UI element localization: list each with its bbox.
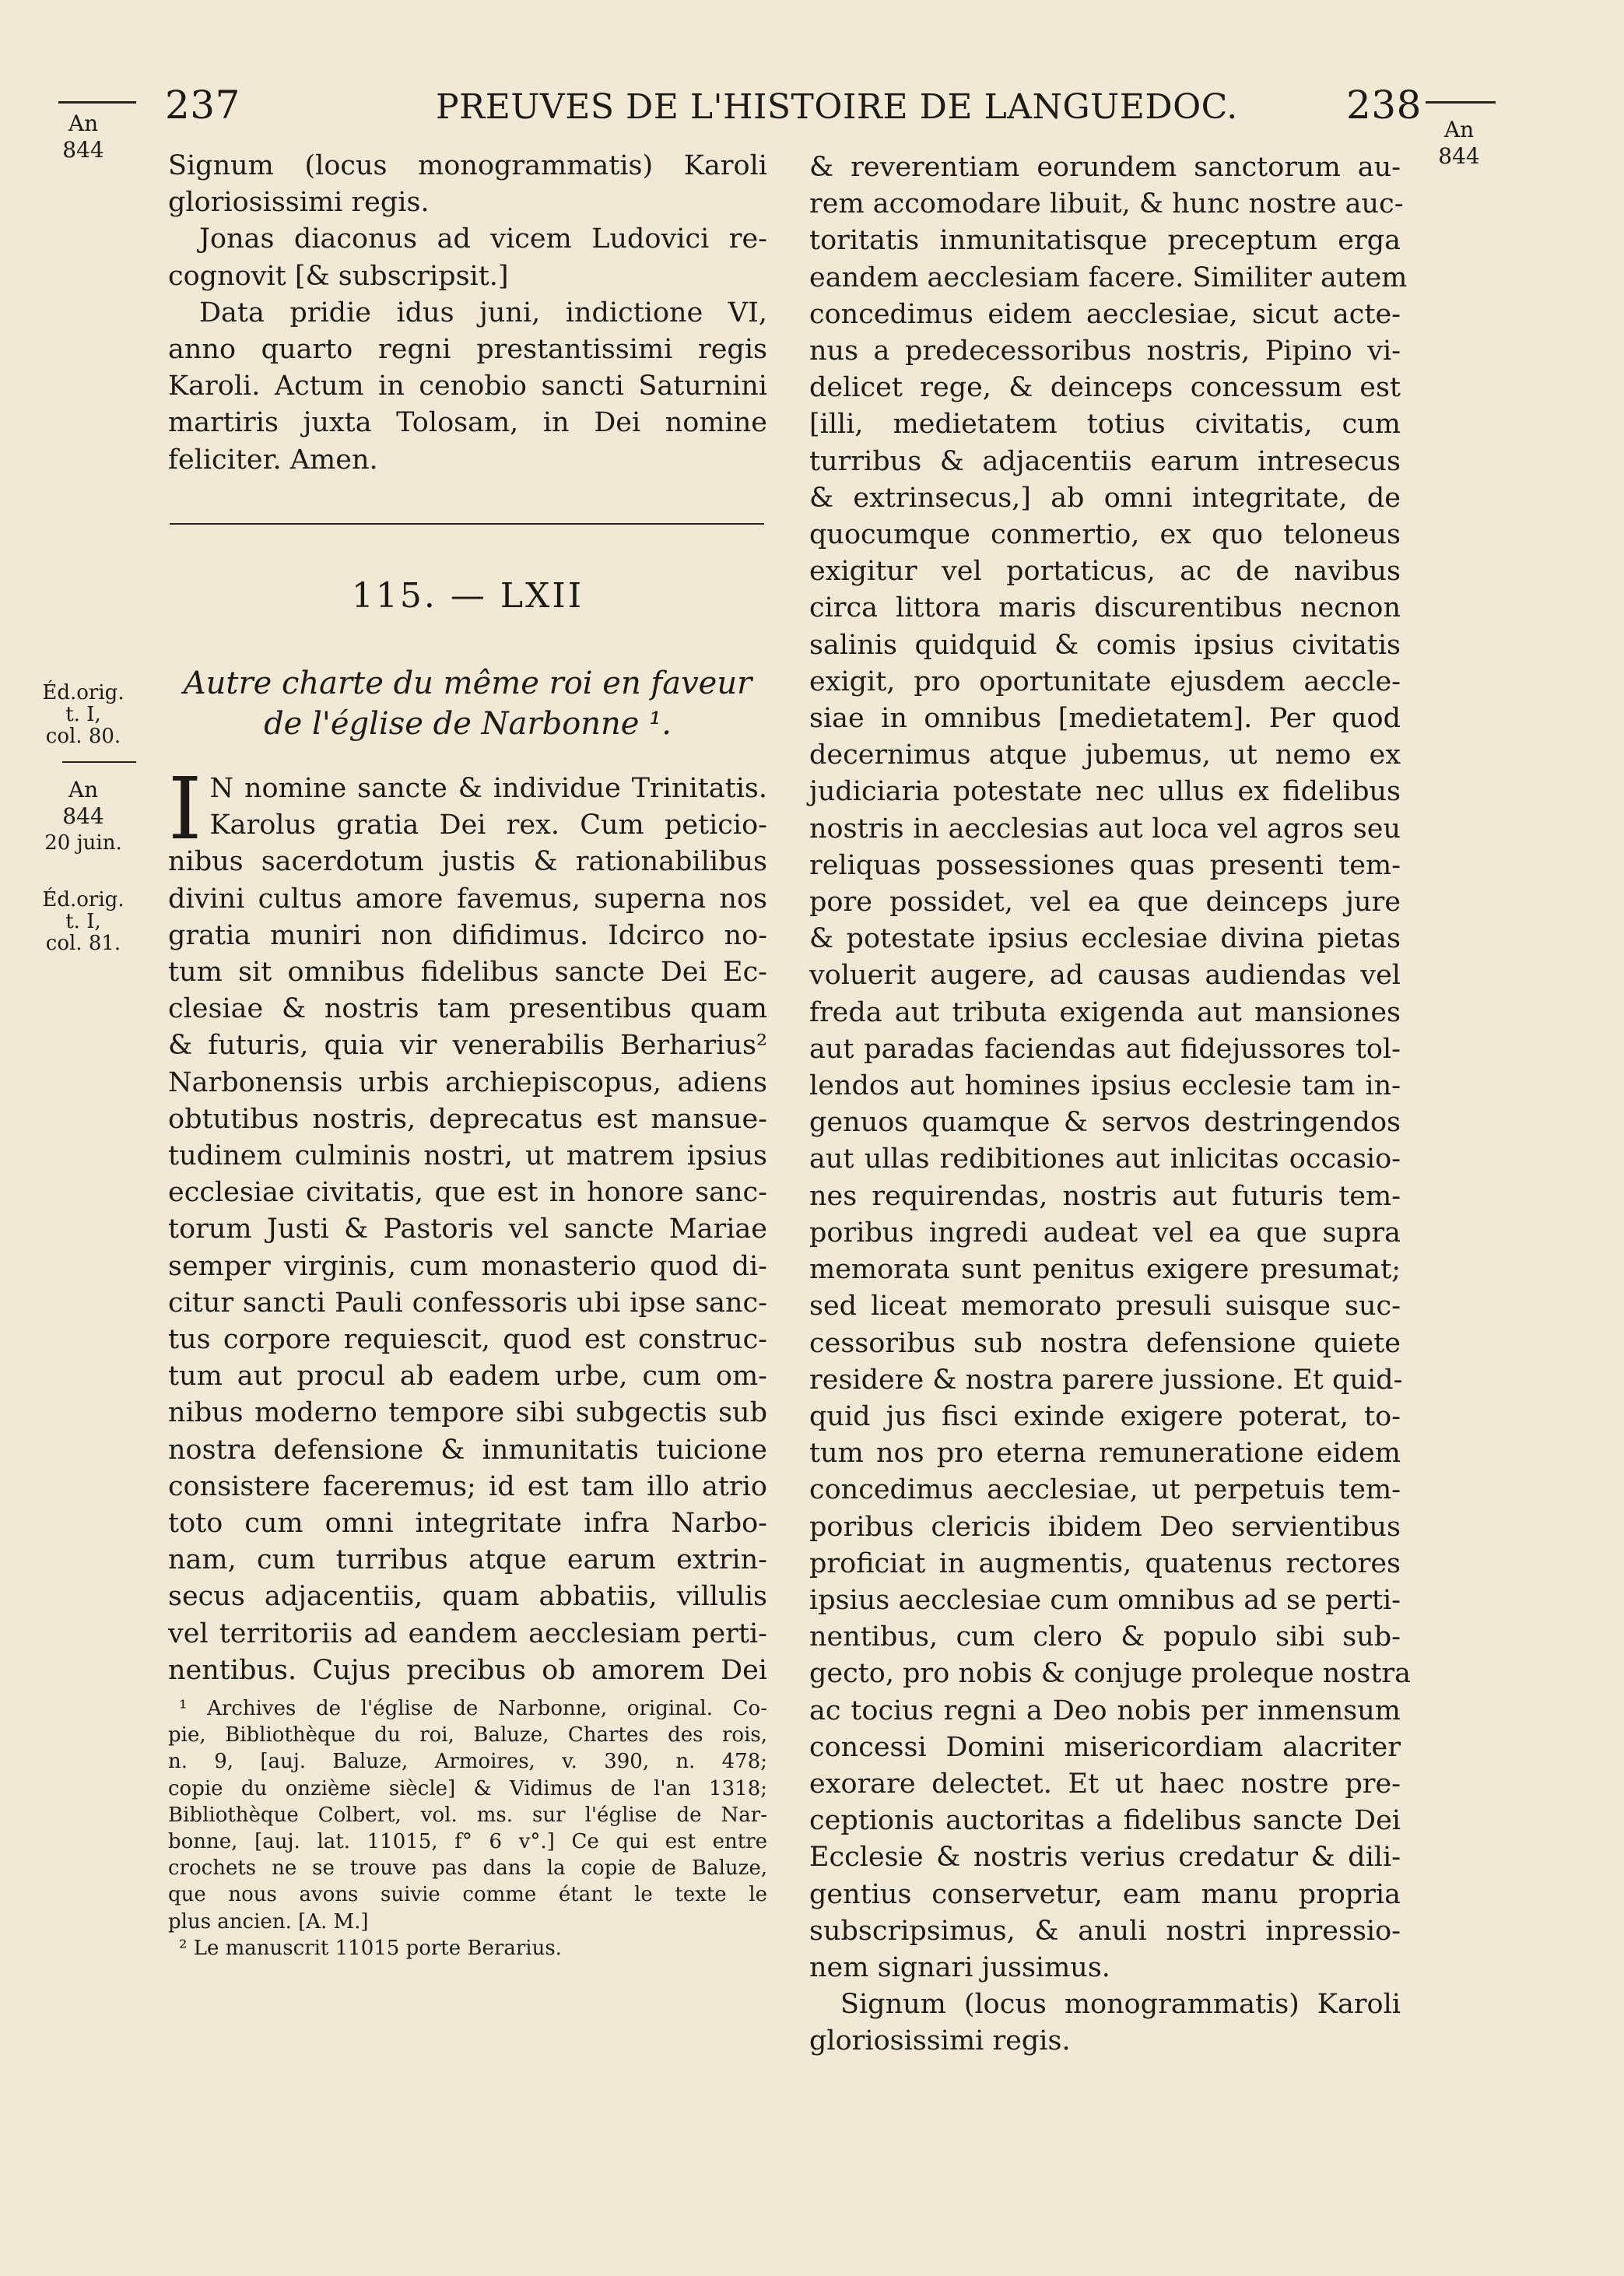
- text-line: eandem aecclesiam facere. Similiter autem: [809, 262, 1408, 293]
- text-line: cognovit [& subscripsit.]: [168, 260, 509, 292]
- text-line: proficiat in augmentis, quatenus rectores: [809, 1547, 1401, 1579]
- text-line: aut ullas redibitiones aut inlicitas occasio-: [809, 1143, 1401, 1175]
- text-line: rem accomodare libuit, & hunc nostre auc-: [809, 188, 1404, 220]
- text-line: obtutibus nostris, deprecatus est mansue-: [168, 1103, 767, 1135]
- text-line: divini cultus amore favemus, superna nos: [168, 883, 767, 915]
- footnote-line: n. 9, [auj. Baluze, Armoires, v. 390, n. 478;: [168, 1750, 767, 1774]
- left-column-previous-charter: [168, 148, 767, 479]
- text-line: Jonas diaconus ad vicem Ludovici re-: [199, 223, 767, 255]
- text-line: Signum (locus monogrammatis) Karoli: [840, 1989, 1401, 2021]
- text-line: poribus ingredi audeat vel ea que supra: [809, 1217, 1401, 1249]
- text-line: voluerit augere, ad causas audiendas vel: [809, 960, 1401, 992]
- text-line: & potestate ipsius ecclesiae divina pietas: [809, 923, 1401, 955]
- text-line: nem signari jussimus.: [809, 1951, 1110, 1983]
- text-line: gecto, pro nobis & conjuge proleque nostra: [809, 1658, 1412, 1690]
- footnote-line: que nous avons suivie comme étant le texte le: [168, 1883, 767, 1907]
- header-rule-left: [58, 101, 136, 104]
- text-line: nentibus. Cujus precibus ob amorem Dei: [168, 1654, 767, 1686]
- footnote-line: ¹ Archives de l'église de Narbonne, original. Co-: [179, 1697, 767, 1720]
- text-line: nibus sacerdotum justis & rationabilibus: [168, 846, 767, 878]
- margin-edorig-2: Éd.orig. t. I, col. 81.: [42, 888, 125, 955]
- text-line: concedimus aecclesiae, ut perpetuis tem-: [809, 1474, 1401, 1506]
- text-line: anno quarto regni prestantissimi regis: [168, 334, 767, 366]
- text-line: tum sit omnibus fidelibus sancte Dei Ec-: [168, 957, 767, 989]
- text-line: salinis quidquid & comis ipsius civitatis: [809, 629, 1401, 661]
- text-line: ecclesiae civitatis, que est in honore sanc-: [168, 1177, 767, 1209]
- text-line: freda aut tributa exigenda aut mansiones: [809, 996, 1401, 1028]
- footnote-line: ² Le manuscrit 11015 porte Berarius.: [179, 1936, 562, 1960]
- running-title: PREUVES DE L'HISTOIRE DE LANGUEDOC.: [436, 87, 1238, 127]
- text-line: & futuris, quia vir venerabilis Berharius²: [168, 1030, 767, 1062]
- text-line: torum Justi & Pastoris vel sancte Mariae: [168, 1214, 767, 1245]
- footnotes: [168, 1695, 767, 1962]
- text-line: nostra defensione & inmunitatis tuicione: [168, 1434, 767, 1466]
- footnote-line: Bibliothèque Colbert, vol. ms. sur l'église de Nar-: [168, 1803, 767, 1827]
- text-line: gloriosissimi regis.: [168, 187, 430, 219]
- text-line: siae in omnibus [medietatem]. Per quod: [809, 703, 1401, 735]
- text-line: exigitur vel portaticus, ac de navibus: [809, 556, 1401, 588]
- page-number-left: 237: [165, 83, 240, 128]
- text-line: pore possidet, vel ea que deinceps jure: [809, 887, 1401, 918]
- text-line: concedimus eidem aecclesiae, sicut acte-: [809, 298, 1401, 330]
- footnote-line: copie du onzième siècle] & Vidimus de l'an 1318;: [168, 1776, 767, 1800]
- text-line: toritatis inmunitatisque preceptum erga: [809, 225, 1401, 257]
- text-line: nentibus, cum clero & populo sibi sub-: [809, 1621, 1401, 1653]
- text-line: aut paradas faciendas aut fidejussores tol-: [809, 1033, 1401, 1065]
- text-line: gratia muniri non difidimus. Idcirco no-: [168, 919, 767, 951]
- section-separator: [170, 523, 764, 525]
- text-line: tum aut procul ab eadem urbe, cum om-: [168, 1361, 767, 1393]
- text-line: decernimus atque jubemus, ut nemo ex: [809, 739, 1401, 771]
- text-line: circa littora maris discurentibus necnon: [809, 592, 1401, 624]
- page-number-right: 238: [1346, 83, 1422, 128]
- right-column-body: [809, 149, 1412, 2060]
- text-line: nibus moderno tempore sibi subgectis sub: [168, 1397, 767, 1429]
- text-line: reliquas possessiones quas presenti tem-: [809, 849, 1401, 881]
- text-line: citur sancti Pauli confessoris ubi ipse sanc-: [168, 1287, 767, 1319]
- text-line: exigit, pro oportunitate ejusdem aeccle-: [809, 666, 1401, 697]
- text-line: martiris juxta Tolosam, in Dei nomine: [168, 407, 767, 439]
- text-line: feliciter. Amen.: [168, 444, 378, 476]
- text-line: turribus & adjacentiis earum intresecus: [809, 445, 1401, 477]
- text-line: delicet rege, & deinceps concessum est: [809, 372, 1401, 404]
- text-line: nes requirendas, nostris aut futuris tem-: [809, 1180, 1401, 1212]
- margin-year-left-top: An 844: [62, 111, 104, 163]
- drop-cap: I: [168, 759, 202, 859]
- text-line: tum nos pro eterna remuneratione eidem: [809, 1438, 1401, 1470]
- text-line: genuos quamque & servos destringendos: [809, 1107, 1401, 1139]
- text-line: sed liceat memorato presuli suisque suc-: [809, 1291, 1401, 1322]
- text-line: concessi Domini misericordiam alacriter: [809, 1731, 1401, 1763]
- margin-year-left-2: An 844 20 juin.: [44, 777, 122, 855]
- text-line: ipsius aecclesiae cum omnibus ad se perti-: [809, 1584, 1401, 1616]
- footnote-line: pie, Bibliothèque du roi, Baluze, Chartes des rois,: [168, 1723, 767, 1747]
- text-line: exorare delectet. Et ut haec nostre pre-: [809, 1768, 1401, 1800]
- margin-year-right-top: An 844: [1438, 117, 1480, 169]
- text-line: consistere faceremus; id est tam illo atrio: [168, 1470, 767, 1502]
- left-column-body: [168, 759, 767, 1689]
- text-line: quid jus fisci exinde exigere poterat, to-: [809, 1400, 1401, 1432]
- text-line: N nomine sancte & individue Trinitatis.: [209, 773, 767, 804]
- text-line: quocumque conmertio, ex quo teloneus: [809, 519, 1401, 551]
- text-line: tus corpore requiescit, quod est construc-: [168, 1324, 767, 1356]
- text-line: cessoribus sub nostra defensione quiete: [809, 1327, 1401, 1359]
- margin-edorig-1: Éd.orig. t. I, col. 80.: [42, 681, 125, 748]
- margin-rule: [62, 761, 136, 763]
- text-line: [illi, medietatem totius civitatis, cum: [809, 409, 1401, 441]
- footnote-line: bonne, [auj. lat. 11015, f° 6 v°.] Ce qui est entre: [168, 1830, 767, 1854]
- text-line: Signum (locus monogrammatis) Karoli: [168, 150, 767, 181]
- text-line: clesiae & nostris tam presentibus quam: [168, 993, 767, 1025]
- text-line: semper virginis, cum monasterio quod di-: [168, 1250, 767, 1282]
- text-line: & extrinsecus,] ab omni integritate, de: [809, 482, 1401, 514]
- text-line: residere & nostra parere jussione. Et quid-: [809, 1364, 1403, 1396]
- footnote-line: crochets ne se trouve pas dans la copie de Baluze,: [168, 1856, 767, 1881]
- text-line: Data pridie idus juni, indictione VI,: [199, 297, 767, 328]
- text-line: tudinem culminis nostri, ut matrem ipsius: [168, 1140, 767, 1172]
- text-line: & reverentiam eorundem sanctorum au-: [809, 152, 1401, 183]
- text-line: ceptionis auctoritas a fidelibus sancte Dei: [809, 1805, 1401, 1837]
- text-line: judiciaria potestate nec ullus ex fidelibus: [809, 776, 1401, 808]
- footnote-line: plus ancien. [A. M.]: [168, 1909, 369, 1934]
- text-line: subscripsimus, & anuli nostri inpressio-: [809, 1915, 1401, 1947]
- text-line: lendos aut homines ipsius ecclesie tam in-: [809, 1070, 1401, 1102]
- text-line: nus a predecessoribus nostris, Pipino vi-: [809, 335, 1401, 367]
- charter-number: 115. — LXII: [351, 576, 584, 616]
- text-line: nostris in aecclesias aut loca vel agros seu: [809, 813, 1401, 845]
- charter-title: Autre charte du même roi en faveur de l'église de Narbonne ¹.: [183, 666, 752, 742]
- text-line: poribus clericis ibidem Deo servientibus: [809, 1511, 1401, 1543]
- text-line: toto cum omni integritate infra Narbo-: [168, 1508, 767, 1540]
- text-line: Ecclesie & nostris verius credatur & dili-: [809, 1842, 1401, 1874]
- text-line: secus adjacentiis, quam abbatiis, villulis: [168, 1581, 767, 1613]
- text-line: Karoli. Actum in cenobio sancti Saturnini: [168, 371, 767, 402]
- text-line: gentius conservetur, eam manu propria: [809, 1878, 1401, 1910]
- text-line: ac tocius regni a Deo nobis per inmensum: [809, 1695, 1401, 1726]
- header-rule-right: [1426, 101, 1496, 104]
- text-line: vel territoriis ad eandem aecclesiam perti-: [168, 1617, 767, 1649]
- text-line: memorata sunt penitus exigere presumat;: [809, 1254, 1401, 1286]
- text-line: Narbonensis urbis archiepiscopus, adiens: [168, 1066, 767, 1098]
- text-line: nam, cum turribus atque earum extrin-: [168, 1544, 767, 1576]
- text-line: gloriosissimi regis.: [809, 2025, 1071, 2057]
- text-line: Karolus gratia Dei rex. Cum peticio-: [209, 810, 767, 841]
